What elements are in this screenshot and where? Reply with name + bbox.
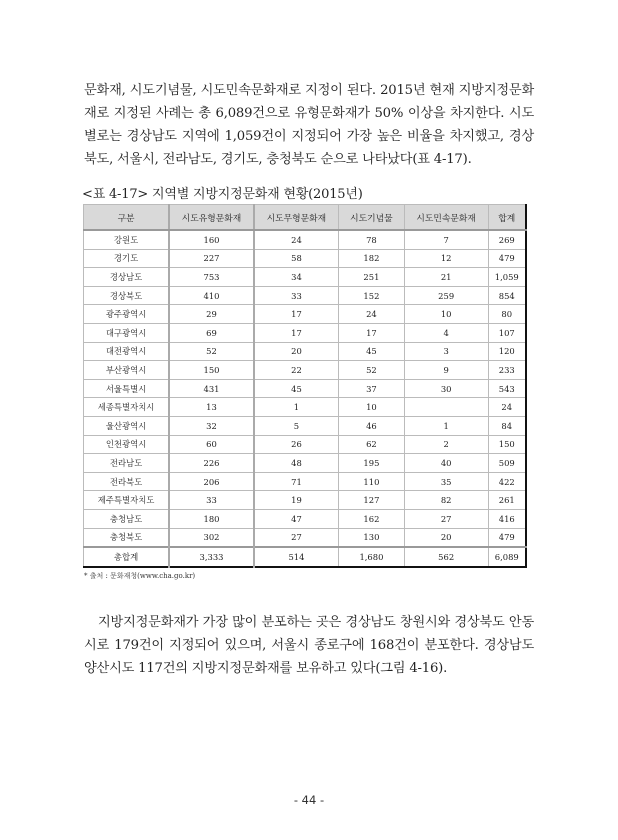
table-source-note: * 출처 : 문화재청(www.cha.go.kr) (84, 572, 196, 580)
count-cell: 227 (169, 249, 254, 268)
total-count-cell: 514 (254, 547, 339, 567)
count-cell: 62 (339, 435, 405, 454)
count-cell: 5 (254, 416, 339, 435)
table-row (84, 416, 527, 435)
count-cell: 251 (339, 268, 405, 287)
count-cell: 34 (254, 268, 339, 287)
table-caption: <표 4-17> 지역별 지방지정문화재 현황(2015년) (82, 187, 363, 202)
count-cell: 130 (339, 528, 405, 547)
region-cell: 전라남도 (84, 454, 170, 473)
count-cell: 12 (404, 249, 488, 268)
page-number: - 44 - (293, 793, 325, 807)
total-count-cell: 3,333 (169, 547, 254, 567)
count-cell: 416 (488, 509, 526, 528)
table-row (84, 342, 527, 361)
count-cell: 40 (404, 454, 488, 473)
count-cell: 71 (254, 472, 339, 491)
column-header: 합계 (488, 205, 526, 231)
total-count-cell: 6,089 (488, 547, 526, 567)
count-cell: 27 (404, 509, 488, 528)
count-cell: 226 (169, 454, 254, 473)
count-cell: 1,059 (488, 268, 526, 287)
region-cell: 부산광역시 (84, 361, 170, 380)
count-cell: 3 (404, 342, 488, 361)
region-cell: 대구광역시 (84, 323, 170, 342)
heritage-by-region-table (83, 204, 527, 568)
count-cell: 479 (488, 249, 526, 268)
column-header: 시도유형문화재 (169, 205, 254, 231)
region-cell: 제주특별자치도 (84, 491, 170, 510)
region-cell: 인천광역시 (84, 435, 170, 454)
region-cell: 경기도 (84, 249, 170, 268)
count-cell: 543 (488, 379, 526, 398)
count-cell: 46 (339, 416, 405, 435)
count-cell: 160 (169, 230, 254, 249)
region-cell: 경상북도 (84, 286, 170, 305)
body-paragraph-1: 문화재, 시도기념물, 시도민속문화재로 지정이 된다. 2015년 현재 지방지정문화재로 지정된 사례는 총 6,089건으로 유형문화재가 50% 이상을 차지한다. 시도별로는 경상남도 지역에 1,059건이 지정되어 가장 높은 비율을 차지했고, 경상북도, 서울시, 전라남도, 경기도, 충청북도 순으로 나타났다(표 4-17). (84, 83, 534, 168)
count-cell: 302 (169, 528, 254, 547)
count-cell: 1 (254, 398, 339, 417)
table-row (84, 323, 527, 342)
table-row (84, 472, 527, 491)
count-cell: 7 (404, 230, 488, 249)
count-cell: 24 (488, 398, 526, 417)
count-cell: 180 (169, 509, 254, 528)
count-cell: 48 (254, 454, 339, 473)
count-cell: 32 (169, 416, 254, 435)
count-cell: 162 (339, 509, 405, 528)
count-cell: 78 (339, 230, 405, 249)
region-cell: 울산광역시 (84, 416, 170, 435)
count-cell: 107 (488, 323, 526, 342)
count-cell (404, 398, 488, 417)
count-cell: 4 (404, 323, 488, 342)
region-cell: 경상남도 (84, 268, 170, 287)
count-cell: 259 (404, 286, 488, 305)
count-cell: 24 (254, 230, 339, 249)
count-cell: 509 (488, 454, 526, 473)
table-header-row (84, 205, 527, 231)
count-cell: 26 (254, 435, 339, 454)
count-cell: 206 (169, 472, 254, 491)
count-cell: 21 (404, 268, 488, 287)
table-row (84, 379, 527, 398)
count-cell: 22 (254, 361, 339, 380)
count-cell: 13 (169, 398, 254, 417)
count-cell: 27 (254, 528, 339, 547)
region-cell: 서울특별시 (84, 379, 170, 398)
count-cell: 195 (339, 454, 405, 473)
count-cell: 422 (488, 472, 526, 491)
table-row (84, 491, 527, 510)
count-cell: 45 (339, 342, 405, 361)
count-cell: 20 (254, 342, 339, 361)
count-cell: 37 (339, 379, 405, 398)
count-cell: 84 (488, 416, 526, 435)
table-row (84, 398, 527, 417)
region-cell: 대전광역시 (84, 342, 170, 361)
count-cell: 753 (169, 268, 254, 287)
table-row (84, 268, 527, 287)
count-cell: 30 (404, 379, 488, 398)
table-row (84, 230, 527, 249)
count-cell: 20 (404, 528, 488, 547)
column-header: 구분 (84, 205, 170, 231)
count-cell: 69 (169, 323, 254, 342)
count-cell: 152 (339, 286, 405, 305)
count-cell: 17 (254, 305, 339, 324)
count-cell: 9 (404, 361, 488, 380)
count-cell: 82 (404, 491, 488, 510)
count-cell: 47 (254, 509, 339, 528)
count-cell: 33 (169, 491, 254, 510)
region-cell: 강원도 (84, 230, 170, 249)
table-row (84, 454, 527, 473)
region-cell: 전라북도 (84, 472, 170, 491)
count-cell: 19 (254, 491, 339, 510)
total-count-cell: 562 (404, 547, 488, 567)
region-cell: 충청북도 (84, 528, 170, 547)
count-cell: 233 (488, 361, 526, 380)
total-label-cell: 총합계 (84, 547, 170, 567)
heritage-table-container (83, 204, 529, 568)
count-cell: 127 (339, 491, 405, 510)
count-cell: 29 (169, 305, 254, 324)
count-cell: 120 (488, 342, 526, 361)
count-cell: 150 (169, 361, 254, 380)
table-row (84, 305, 527, 324)
count-cell: 17 (339, 323, 405, 342)
count-cell: 10 (404, 305, 488, 324)
count-cell: 182 (339, 249, 405, 268)
table-row (84, 509, 527, 528)
region-cell: 광주광역시 (84, 305, 170, 324)
table-total-row (84, 547, 527, 567)
region-cell: 세종특별자치시 (84, 398, 170, 417)
count-cell: 33 (254, 286, 339, 305)
table-row (84, 435, 527, 454)
table-row (84, 528, 527, 547)
count-cell: 269 (488, 230, 526, 249)
column-header: 시도기념물 (339, 205, 405, 231)
count-cell: 52 (169, 342, 254, 361)
count-cell: 52 (339, 361, 405, 380)
table-body (84, 230, 527, 567)
column-header: 시도무형문화재 (254, 205, 339, 231)
count-cell: 150 (488, 435, 526, 454)
count-cell: 479 (488, 528, 526, 547)
table-row (84, 361, 527, 380)
region-cell: 충청남도 (84, 509, 170, 528)
count-cell: 24 (339, 305, 405, 324)
count-cell: 110 (339, 472, 405, 491)
count-cell: 10 (339, 398, 405, 417)
count-cell: 854 (488, 286, 526, 305)
count-cell: 17 (254, 323, 339, 342)
count-cell: 431 (169, 379, 254, 398)
count-cell: 35 (404, 472, 488, 491)
count-cell: 261 (488, 491, 526, 510)
count-cell: 60 (169, 435, 254, 454)
column-header: 시도민속문화재 (404, 205, 488, 231)
count-cell: 80 (488, 305, 526, 324)
count-cell: 45 (254, 379, 339, 398)
count-cell: 2 (404, 435, 488, 454)
count-cell: 410 (169, 286, 254, 305)
count-cell: 1 (404, 416, 488, 435)
body-paragraph-2: 지방지정문화재가 가장 많이 분포하는 곳은 경상남도 창원시와 경상북도 안동시로 179건이 지정되어 있으며, 서울시 종로구에 168건이 분포한다. 경상남도 양산시도 117건의 지방지정문화재를 보유하고 있다(그림 4-16). (84, 615, 534, 677)
count-cell: 58 (254, 249, 339, 268)
total-count-cell: 1,680 (339, 547, 405, 567)
table-row (84, 249, 527, 268)
table-row (84, 286, 527, 305)
